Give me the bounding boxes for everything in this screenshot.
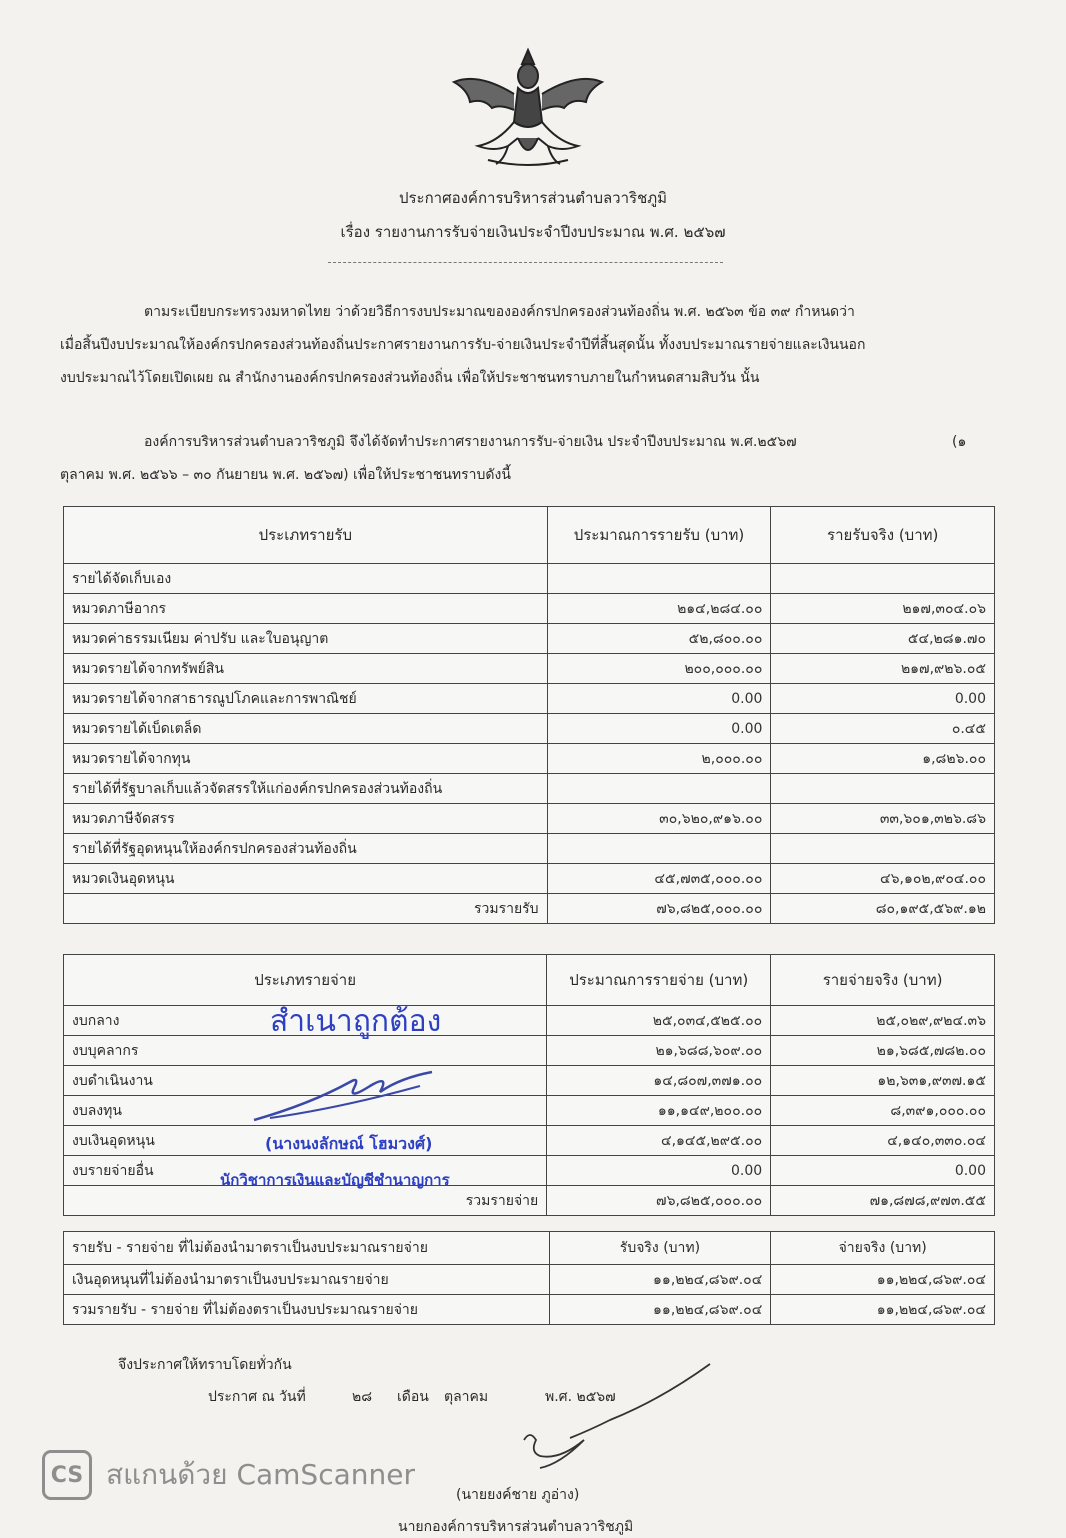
income-row-estimate — [547, 834, 771, 864]
extra-total-paid: ๑๑,๒๒๔,๘๖๙.๐๔ — [771, 1295, 995, 1325]
income-row-label: รายได้ที่รัฐอุดหนุนให้องค์กรปกครองส่วนท้องถิ่น — [64, 834, 548, 864]
extra-total-received: ๑๑,๒๒๔,๘๖๙.๐๔ — [549, 1295, 771, 1325]
para1-line2: เมื่อสิ้นปีงบประมาณให้องค์กรปกครองส่วนท้องถิ่นประกาศรายงานการรับ-จ่ายเงินประจำปีที่สิ้นสุดนั้น ทั้งงบประมาณรายจ่ายและเงินนอก — [60, 337, 866, 353]
income-row-label: รายได้จัดเก็บเอง — [64, 564, 548, 594]
expense-row-estimate: 0.00 — [547, 1156, 771, 1186]
income-row-label: หมวดภาษีจัดสรร — [64, 804, 548, 834]
income-item-row — [64, 804, 995, 834]
camscanner-watermark — [42, 1450, 415, 1500]
extra-row-paid: ๑๑,๒๒๔,๘๖๙.๐๔ — [771, 1265, 995, 1295]
expense-header-type: ประเภทรายจ่าย — [64, 955, 547, 1006]
extra-header-received: รับจริง (บาท) — [549, 1232, 771, 1265]
income-row-estimate — [547, 774, 771, 804]
camscanner-text: สแกนด้วย CamScanner — [106, 1458, 415, 1491]
income-row-label: หมวดภาษีอากร — [64, 594, 548, 624]
income-header-row — [64, 507, 995, 564]
income-row-actual: ๕๔,๒๘๑.๗๐ — [771, 624, 995, 654]
extra-row-received: ๑๑,๒๒๔,๘๖๙.๐๔ — [549, 1265, 771, 1295]
income-item-row — [64, 744, 995, 774]
document-title: ประกาศองค์การบริหารส่วนตำบลวาริชภูมิ — [398, 189, 668, 207]
income-row-label: หมวดเงินอุดหนุน — [64, 864, 548, 894]
expense-row-estimate: ๑๔,๘๐๗,๓๗๑.๐๐ — [547, 1066, 771, 1096]
para2-line2: ตุลาคม พ.ศ. ๒๕๖๖ – ๓๐ กันยายน พ.ศ. ๒๕๖๗) เพื่อให้ประชาชนทราบดังนี้ — [60, 467, 511, 483]
extra-header-row — [64, 1232, 995, 1265]
date-year: พ.ศ. ๒๕๖๗ — [545, 1389, 616, 1405]
extra-header-paid: จ่ายจริง (บาท) — [771, 1232, 995, 1265]
expense-item-row — [64, 1156, 995, 1186]
expense-body — [64, 1006, 995, 1186]
income-row-actual: ๒๑๗,๙๒๖.๐๕ — [771, 654, 995, 684]
extra-row-label: เงินอุดหนุนที่ไม่ต้องนำมาตราเป็นงบประมาณรายจ่าย — [64, 1265, 550, 1295]
officer-signature — [250, 1064, 450, 1124]
income-item-row — [64, 714, 995, 744]
expense-header-row — [64, 955, 995, 1006]
expense-row-actual: ๘,๓๙๑,๐๐๐.๐๐ — [771, 1096, 995, 1126]
income-body — [64, 564, 995, 894]
income-total-estimate: ๗๖,๘๒๕,๐๐๐.๐๐ — [547, 894, 771, 924]
expense-total-actual: ๗๑,๘๗๘,๙๗๓.๕๕ — [771, 1186, 995, 1216]
signer-position: นายกองค์การบริหารส่วนตำบลวาริชภูมิ — [398, 1519, 634, 1535]
income-header-type: ประเภทรายรับ — [64, 507, 548, 564]
income-row-actual: 0.00 — [771, 684, 995, 714]
expense-row-label: งบรายจ่ายอื่น — [64, 1156, 547, 1186]
stamp-officer-name: (นางนงลักษณ์ โฮมวงศ์) — [265, 1134, 433, 1153]
income-row-label: หมวดรายได้เบ็ดเตล็ด — [64, 714, 548, 744]
income-row-label: หมวดรายได้จากสาธารณูปโภคและการพาณิชย์ — [64, 684, 548, 714]
income-table — [63, 506, 995, 924]
income-row-actual — [771, 834, 995, 864]
announce-line: จึงประกาศให้ทราบโดยทั่วกัน — [118, 1357, 292, 1373]
income-item-row — [64, 624, 995, 654]
income-row-actual: ๒๑๗,๓๐๔.๐๖ — [771, 594, 995, 624]
income-header-estimate: ประมาณการรายรับ (บาท) — [547, 507, 771, 564]
income-total-actual: ๘๐,๑๙๕,๕๖๙.๑๒ — [771, 894, 995, 924]
income-row-estimate: ๒,๐๐๐.๐๐ — [547, 744, 771, 774]
income-row-estimate: ๒๑๔,๒๘๔.๐๐ — [547, 594, 771, 624]
income-item-row — [64, 594, 995, 624]
income-row-actual: ๔๖,๑๐๒,๙๐๔.๐๐ — [771, 864, 995, 894]
expense-item-row — [64, 1006, 995, 1036]
income-group-row — [64, 774, 995, 804]
income-item-row — [64, 654, 995, 684]
income-row-estimate: 0.00 — [547, 684, 771, 714]
income-item-row — [64, 864, 995, 894]
expense-row-actual: 0.00 — [771, 1156, 995, 1186]
income-row-label: หมวดรายได้จากทรัพย์สิน — [64, 654, 548, 684]
expense-item-row — [64, 1066, 995, 1096]
expense-item-row — [64, 1036, 995, 1066]
expense-row-actual: ๒๕,๐๒๙,๙๒๔.๓๖ — [771, 1006, 995, 1036]
expense-row-label: งบบุคลากร — [64, 1036, 547, 1066]
expense-item-row — [64, 1096, 995, 1126]
extra-header-label: รายรับ - รายจ่าย ที่ไม่ต้องนำมาตราเป็นงบประมาณรายจ่าย — [64, 1232, 550, 1265]
income-row-estimate: ๔๕,๗๓๕,๐๐๐.๐๐ — [547, 864, 771, 894]
income-total-row — [64, 894, 995, 924]
date-month: ตุลาคม — [444, 1389, 489, 1405]
expense-item-row — [64, 1126, 995, 1156]
extra-row — [64, 1265, 995, 1295]
expense-row-label: งบเงินอุดหนุน — [64, 1126, 547, 1156]
signer-name: (นายยงค์ชาย ภูอ่าง) — [456, 1487, 580, 1503]
income-row-label: หมวดรายได้จากทุน — [64, 744, 548, 774]
income-row-actual — [771, 774, 995, 804]
expense-row-estimate: ๔,๑๔๕,๒๙๕.๐๐ — [547, 1126, 771, 1156]
mayor-signature — [500, 1360, 730, 1480]
para1-line1: ตามระเบียบกระทรวงมหาดไทย ว่าด้วยวิธีการงบประมาณขององค์กรปกครองส่วนท้องถิ่น พ.ศ. ๒๕๖๓ ข้อ ๓๙ กำหนดว่า — [144, 304, 855, 320]
expense-header-actual: รายจ่ายจริง (บาท) — [771, 955, 995, 1006]
income-item-row — [64, 684, 995, 714]
income-row-estimate: ๓๐,๖๒๐,๙๑๖.๐๐ — [547, 804, 771, 834]
income-row-estimate: ๒๐๐,๐๐๐.๐๐ — [547, 654, 771, 684]
expense-row-actual: ๔,๑๔๐,๓๓๐.๐๔ — [771, 1126, 995, 1156]
extra-total-row — [64, 1295, 995, 1325]
expense-row-estimate: ๑๑,๑๔๙,๒๐๐.๐๐ — [547, 1096, 771, 1126]
income-row-label: หมวดค่าธรรมเนียม ค่าปรับ และใบอนุญาต — [64, 624, 548, 654]
income-row-actual: ๓๓,๖๐๑,๓๒๖.๘๖ — [771, 804, 995, 834]
income-row-actual: ๐.๔๕ — [771, 714, 995, 744]
expense-total-row — [64, 1186, 995, 1216]
date-day: ๒๘ — [352, 1389, 373, 1405]
garuda-emblem-icon — [448, 42, 608, 172]
para2-line1-end: (๑ — [952, 434, 967, 450]
income-group-row — [64, 564, 995, 594]
expense-total-label: รวมรายจ่าย — [64, 1186, 547, 1216]
stamp-officer-position: นักวิชาการเงินและบัญชีชำนาญการ — [220, 1171, 450, 1189]
income-header-actual: รายรับจริง (บาท) — [771, 507, 995, 564]
income-row-estimate — [547, 564, 771, 594]
date-prefix: ประกาศ ณ วันที่ — [208, 1389, 306, 1405]
expense-header-estimate: ประมาณการรายจ่าย (บาท) — [547, 955, 771, 1006]
date-month-label: เดือน — [397, 1389, 429, 1405]
extra-total-label: รวมรายรับ - รายจ่าย ที่ไม่ต้องตราเป็นงบประมาณรายจ่าย — [64, 1295, 550, 1325]
header-divider — [328, 262, 723, 263]
expense-row-actual: ๒๑,๖๘๕,๗๘๒.๐๐ — [771, 1036, 995, 1066]
expense-total-estimate: ๗๖,๘๒๕,๐๐๐.๐๐ — [547, 1186, 771, 1216]
para1-line3: งบประมาณไว้โดยเปิดเผย ณ สำนักงานองค์กรปกครองส่วนท้องถิ่น เพื่อให้ประชาชนทราบภายในกำหนดสามสิบวัน นั้น — [60, 370, 760, 386]
expense-table — [63, 954, 995, 1216]
income-row-estimate: ๕๒,๘๐๐.๐๐ — [547, 624, 771, 654]
income-row-actual — [771, 564, 995, 594]
para2-line1: องค์การบริหารส่วนตำบลวาริชภูมิ จึงได้จัดทำประกาศรายงานการรับ-จ่ายเงิน ประจำปีงบประมาณ พ.ศ.๒๕๖๗ — [144, 434, 797, 450]
camscanner-logo-icon: CS — [42, 1450, 92, 1500]
expense-row-label: งบดำเนินงาน — [64, 1066, 547, 1096]
expense-row-actual: ๑๒,๖๓๑,๙๓๗.๑๕ — [771, 1066, 995, 1096]
document-subject: เรื่อง รายงานการรับจ่ายเงินประจำปีงบประมาณ พ.ศ. ๒๕๖๗ — [340, 223, 726, 241]
income-row-label: รายได้ที่รัฐบาลเก็บแล้วจัดสรรให้แก่องค์กรปกครองส่วนท้องถิ่น — [64, 774, 548, 804]
income-row-estimate: 0.00 — [547, 714, 771, 744]
expense-row-label: งบกลาง — [64, 1006, 547, 1036]
certified-copy-stamp: สำเนาถูกต้อง — [270, 1004, 442, 1039]
income-total-label: รวมรายรับ — [64, 894, 548, 924]
income-row-actual: ๑,๘๒๖.๐๐ — [771, 744, 995, 774]
extra-budget-table — [63, 1231, 995, 1325]
expense-row-estimate: ๒๑,๖๘๘,๖๐๙.๐๐ — [547, 1036, 771, 1066]
expense-row-estimate: ๒๕,๐๓๔,๕๒๕.๐๐ — [547, 1006, 771, 1036]
income-group-row — [64, 834, 995, 864]
expense-row-label: งบลงทุน — [64, 1096, 547, 1126]
